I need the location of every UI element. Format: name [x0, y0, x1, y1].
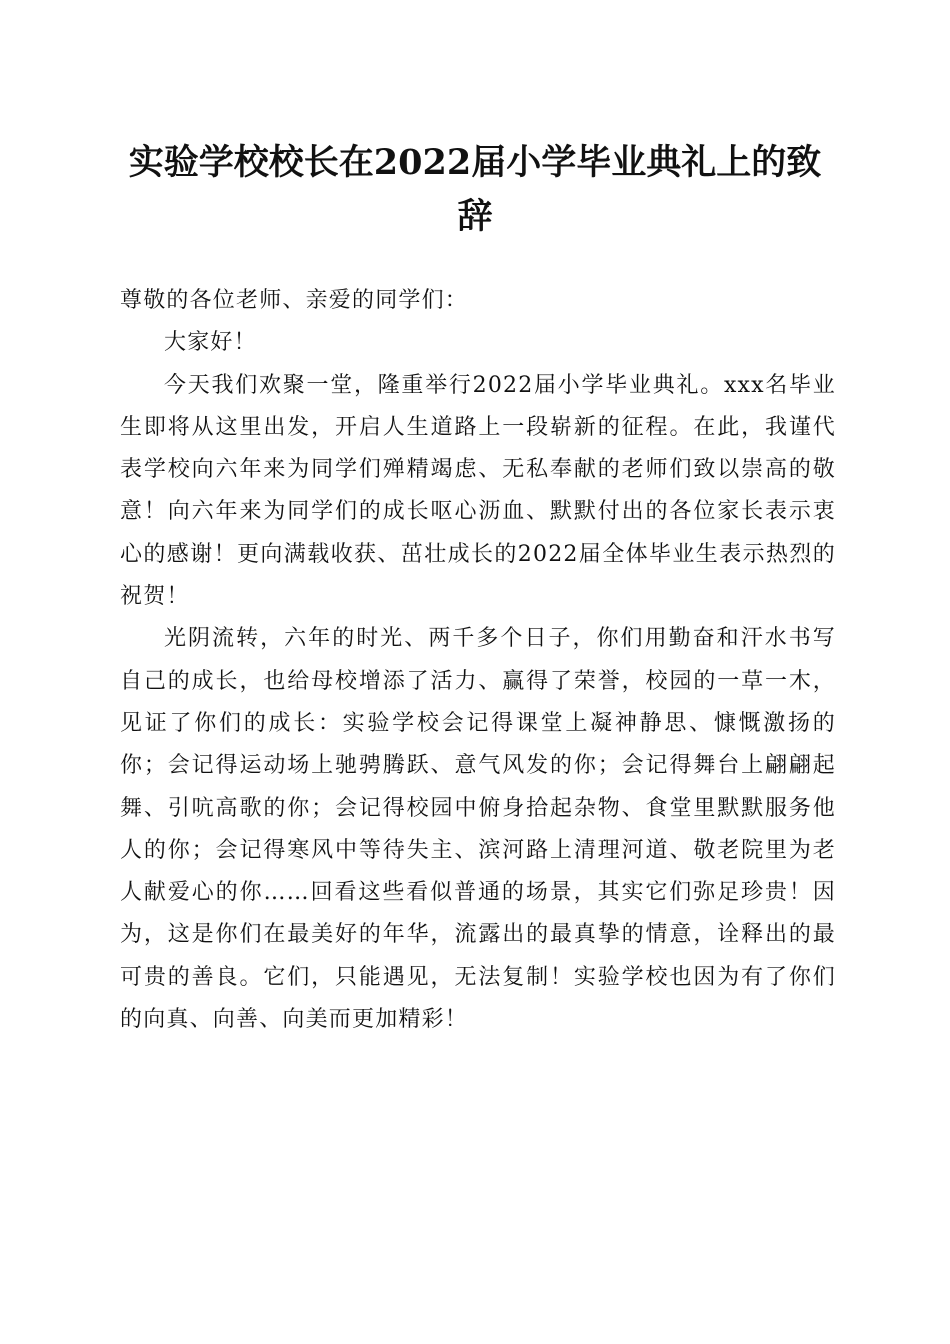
document-body	[120, 280, 836, 1041]
greeting: 大家好！	[164, 330, 257, 356]
document-title: 实验学校校长在2022届小学毕业典礼上的致辞	[128, 142, 822, 237]
paragraph: 光阴流转，六年的时光、两千多个日子，你们用勤奋和汗水书写自己的成长，也给母校增添了活力、赢得了荣誉，校园的一草一木，见证了你们的成长：实验学校会记得课堂上凝神静思、慷慨激扬的你；会记得运动场上驰骋腾跃、意气风发的你；会记得舞台上翩翩起舞、引吭高歌的你；会记得校园中俯身拾起杂物、食堂里默默服务他人的你；会记得寒风中等待失主、滨河路上清理河道、敬老院里为老人献爱心的你……回看这些看似普通的场景，其实它们弥足珍贵！因为，这是你们在最美好的年华，流露出的最真挚的情意，诠释出的最可贵的善良。它们，只能遇见，无法复制！实验学校也因为有了你们的向真、向善、向美而更加精彩！	[120, 626, 836, 1033]
paragraph: 今天我们欢聚一堂，隆重举行2022届小学毕业典礼。xxx名毕业生即将从这里出发，开启人生道路上一段崭新的征程。在此，我谨代表学校向六年来为同学们殚精竭虑、无私奉献的老师们致以崇高的敬意！向六年来为同学们的成长呕心沥血、默默付出的各位家长表示衷心的感谢！更向满载收获、茁壮成长的2022届全体毕业生表示热烈的祝贺！	[120, 372, 836, 610]
salutation: 尊敬的各位老师、亲爱的同学们：	[120, 288, 469, 313]
